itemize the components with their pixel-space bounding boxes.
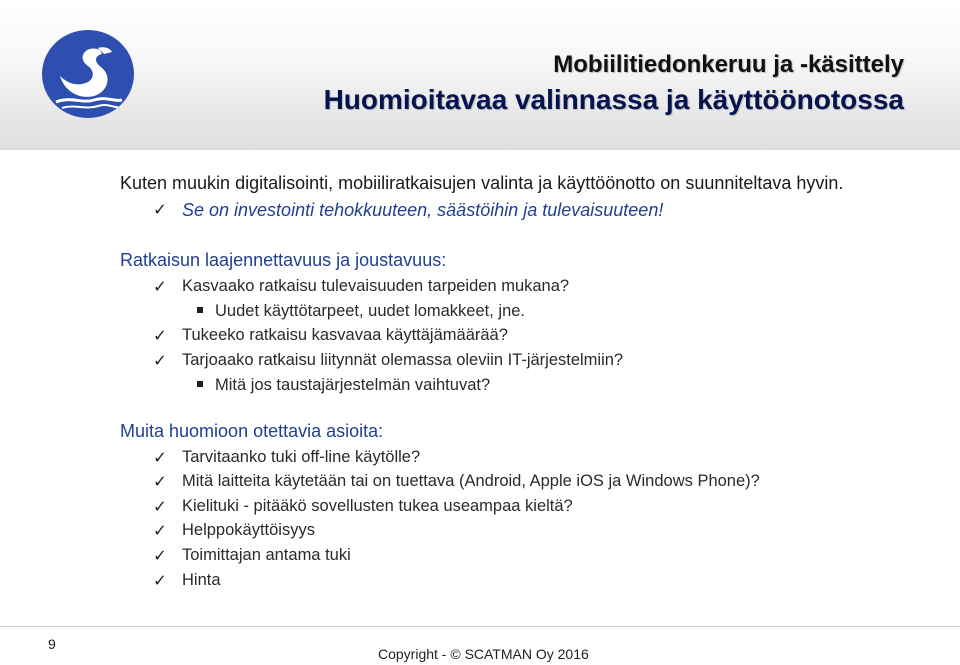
list-item — [153, 521, 315, 540]
list-item — [153, 448, 421, 467]
square-bullet-icon — [197, 307, 203, 313]
intro-text: Kuten muukin digitalisointi, mobiiliratkaisujen valinta ja käyttöönotto on suunniteltava hyvin. — [120, 173, 844, 193]
check-mark-icon: ✓ — [153, 201, 167, 219]
list-item — [153, 351, 624, 370]
list-item-text: Mitä jos taustajärjestelmän vaihtuvat? — [215, 376, 491, 394]
check-mark-icon: ✓ — [153, 449, 167, 467]
check-mark-icon: ✓ — [153, 498, 167, 516]
list-item-text: Tarjoaako ratkaisu liitynnät olemassa oleviin IT-järjestelmiin? — [182, 351, 624, 369]
check-mark-icon: ✓ — [153, 327, 167, 345]
intro-check-text: Se on investointi tehokkuuteen, säästöihin ja tulevaisuuteen! — [182, 200, 664, 220]
list-item-text: Hinta — [182, 571, 221, 589]
list-item — [153, 326, 508, 345]
list-item — [153, 546, 351, 565]
list-item — [153, 472, 760, 491]
section-heading: Muita huomioon otettavia asioita: — [120, 421, 384, 441]
check-mark-icon: ✓ — [153, 352, 167, 370]
check-mark-icon: ✓ — [153, 572, 167, 590]
list-item-text: Helppokäyttöisyys — [182, 521, 315, 539]
list-item-text: Tukeeko ratkaisu kasvavaa käyttäjämäärää? — [182, 326, 508, 344]
list-item-text: Toimittajan antama tuki — [182, 546, 351, 564]
page-number: 9 — [48, 636, 56, 652]
list-item — [153, 571, 221, 590]
list-item-text: Tarvitaanko tuki off-line käytölle? — [182, 448, 421, 466]
section-heading: Ratkaisun laajennettavuus ja joustavuus: — [120, 250, 447, 270]
title-block — [324, 50, 904, 118]
check-mark-icon: ✓ — [153, 278, 167, 296]
check-mark-icon: ✓ — [153, 547, 167, 565]
slide-subtitle: Mobiilitiedonkeruu ja -käsittely — [553, 51, 904, 78]
list-item — [153, 277, 570, 296]
check-mark-icon: ✓ — [153, 473, 167, 491]
slide-title: Huomioitavaa valinnassa ja käyttöönotossa — [323, 84, 904, 115]
square-bullet-icon — [197, 381, 203, 387]
list-item-text: Mitä laitteita käytetään tai on tuettava (Android, Apple iOS ja Windows Phone)? — [182, 472, 760, 490]
list-item — [215, 302, 525, 321]
copyright-notice: Copyright - © SCATMAN Oy 2016 — [378, 646, 589, 662]
swan-logo-icon — [42, 30, 134, 118]
list-item — [153, 200, 664, 221]
check-mark-icon: ✓ — [153, 522, 167, 540]
list-item — [153, 497, 573, 516]
list-item — [215, 376, 490, 395]
list-item-text: Kielituki - pitääkö sovellusten tukea useampaa kieltä? — [182, 497, 573, 515]
list-item-text: Uudet käyttötarpeet, uudet lomakkeet, jne. — [215, 302, 526, 320]
list-item-text: Kasvaako ratkaisu tulevaisuuden tarpeiden mukana? — [182, 277, 570, 295]
footer-divider — [0, 626, 960, 627]
